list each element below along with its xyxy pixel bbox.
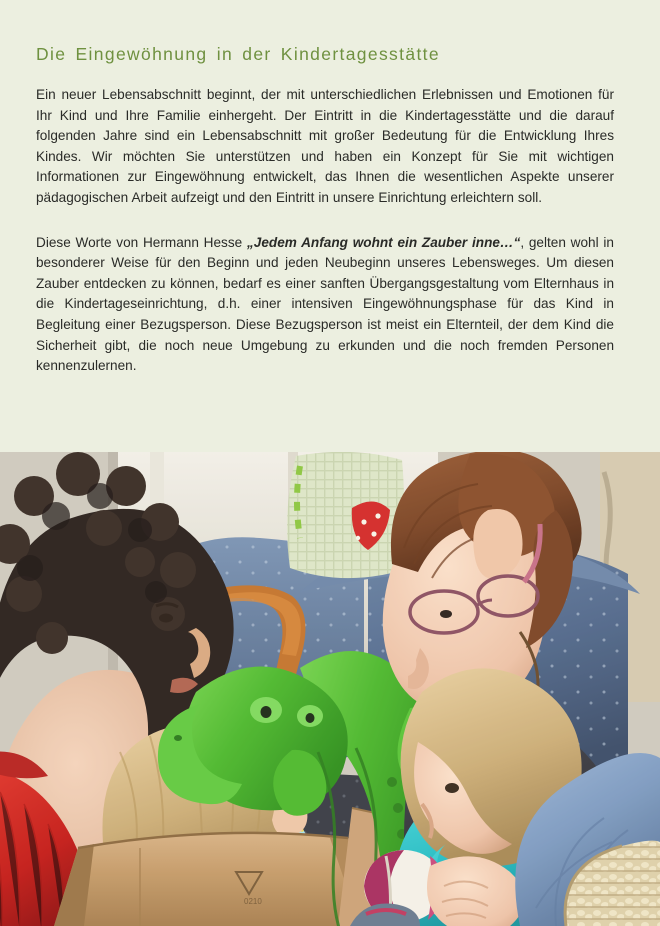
- paragraph-intro: Ein neuer Lebensabschnitt beginnt, der mit unterschiedlichen Erlebnissen und Emotionen für Ihr Kind und Ihre Familie einhergeht. Der Eintritt in die Kindertagesstätte und die darauf folgenden Jahre sind ein Lebensabschnitt mit großer Bedeutung für die Entwicklung Ihres Kindes. Wir möchten Sie unterstützen und haben ein Konzept für Sie mit wichtigen Informationen zur Eingewöhnung entwickelt, das Ihnen die wesentlichen Aspekte unserer pädagogischen Arbeit aufzeigt und den Eintritt in unsere Einrichtung erleichtern soll.: [36, 87, 614, 205]
- box-print-code: 0210: [244, 897, 262, 906]
- hesse-quote-text: „Jedem Anfang wohnt ein Zauber inne…“: [246, 234, 521, 250]
- quote-lead-in: Diese Worte von Hermann Hesse: [36, 234, 247, 250]
- text-content-area: [36, 44, 614, 377]
- photo-illustration: [0, 452, 660, 926]
- paragraph-hesse-quote: [36, 233, 614, 377]
- photo-light-overlay: [0, 452, 660, 926]
- page-title: Die Eingewöhnung in der Kindertagesstätte: [36, 44, 440, 64]
- quote-continuation: , gelten wohl in besonderer Weise für den Beginn und jeden Neubeginn unseres Lebensweges. Um diesen Zauber entdecken zu können, bedarf es einer sanften Übergangsgestaltung vom Elternhaus in die Kindertageseinrichtung, d.h. einer intensiven Eingewöhnungsphase für das Kind in Begleitung einer Bezugsperson. Diese Bezugsperson ist meist ein Elternteil, der dem Kind die Sicherheit gibt, die noch neue Umgebung zu erkunden und die noch fremden Personen kennenzulernen.: [36, 234, 614, 374]
- kindergarten-photo: [0, 452, 660, 926]
